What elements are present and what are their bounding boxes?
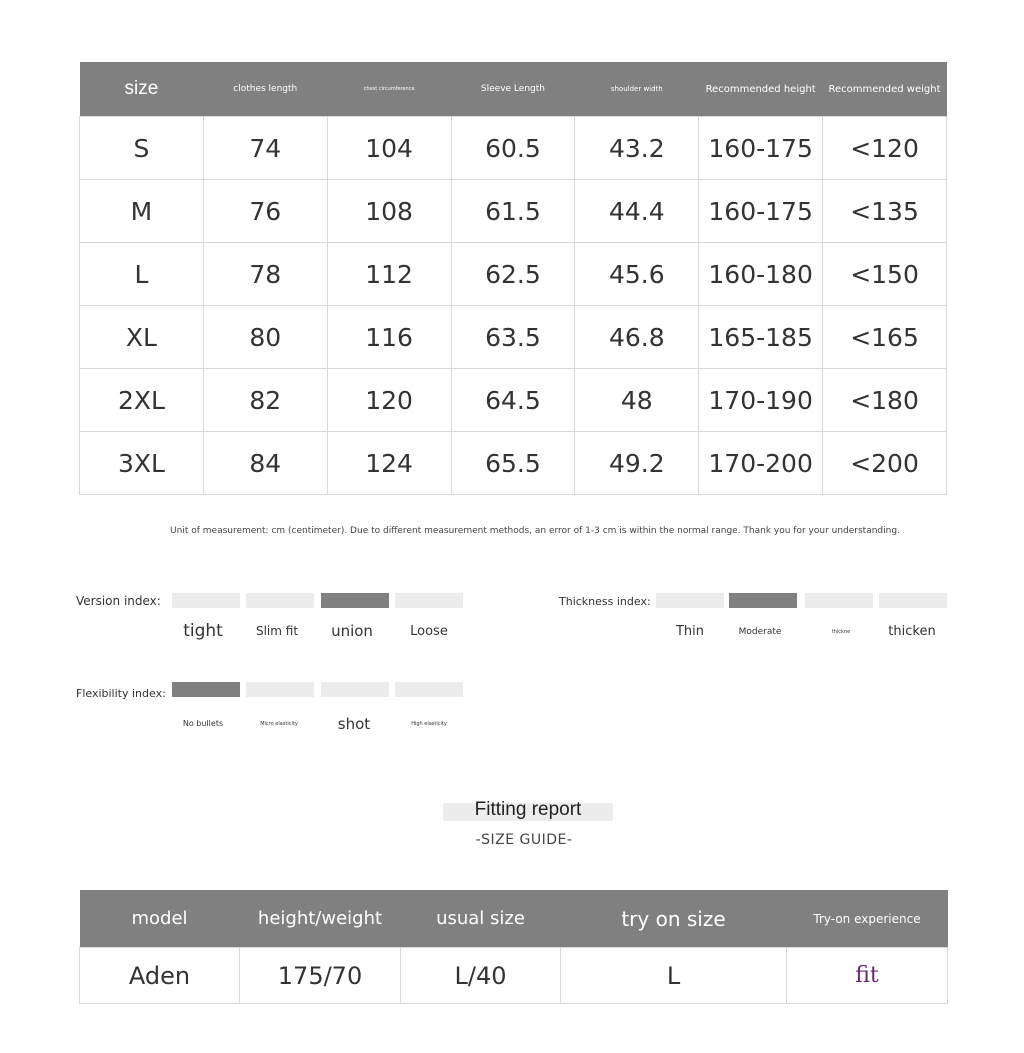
version-bar-slim-fit xyxy=(246,593,314,608)
version-option-tight: tight xyxy=(183,621,223,641)
thickness-option-thickne: thickne xyxy=(831,629,851,635)
cell-shoulder: 43.2 xyxy=(575,117,699,180)
cell-usual-size: L/40 xyxy=(401,948,561,1004)
header-recommended-height: Recommended height xyxy=(699,62,823,117)
header-try-on-size: try on size xyxy=(561,890,787,948)
cell-size: S xyxy=(80,117,204,180)
header-model: model xyxy=(80,890,240,948)
table-row xyxy=(80,180,947,243)
cell-height: 160-175 xyxy=(699,180,823,243)
cell-shoulder: 45.6 xyxy=(575,243,699,306)
model-table xyxy=(79,890,948,1004)
measurement-note: Unit of measurement: cm (centimeter). Due to different measurement methods, an error of 1-3 cm is within the normal range. Thank you for your understanding. xyxy=(170,526,900,536)
header-recommended-weight: Recommended weight xyxy=(823,62,947,117)
cell-shoulder: 46.8 xyxy=(575,306,699,369)
table-row xyxy=(80,432,947,495)
table-row xyxy=(80,243,947,306)
cell-size: 2XL xyxy=(80,369,204,432)
model-table-header xyxy=(80,890,948,948)
cell-chest: 124 xyxy=(327,432,451,495)
version-bar-union xyxy=(321,593,389,608)
table-row xyxy=(80,369,947,432)
version-option-slim-fit: Slim fit xyxy=(255,624,299,638)
thickness-bar-moderate xyxy=(729,593,797,608)
version-index-label: Version index: xyxy=(76,594,161,608)
header-try-on-experience: Try-on experience xyxy=(787,890,948,948)
cell-height: 160-175 xyxy=(699,117,823,180)
version-option-union: union xyxy=(331,622,373,640)
cell-height: 170-200 xyxy=(699,432,823,495)
cell-chest: 116 xyxy=(327,306,451,369)
cell-size: L xyxy=(80,243,204,306)
thickness-option-moderate: Moderate xyxy=(738,627,782,637)
cell-shoulder: 48 xyxy=(575,369,699,432)
cell-try-on-size: L xyxy=(561,948,787,1004)
cell-sleeve: 64.5 xyxy=(451,369,575,432)
cell-clothes-length: 78 xyxy=(203,243,327,306)
fitting-report-title: Fitting report xyxy=(474,799,582,820)
cell-chest: 104 xyxy=(327,117,451,180)
size-table-header xyxy=(80,62,947,117)
cell-size: 3XL xyxy=(80,432,204,495)
cell-chest: 112 xyxy=(327,243,451,306)
thickness-bar-thicken xyxy=(879,593,947,608)
flexibility-option-high-elasticity: High elasticity xyxy=(411,721,447,727)
version-bar-tight xyxy=(172,593,240,608)
cell-size: XL xyxy=(80,306,204,369)
header-shoulder-width: shoulder width xyxy=(575,62,699,117)
header-size: size xyxy=(80,62,204,117)
cell-shoulder: 44.4 xyxy=(575,180,699,243)
cell-clothes-length: 80 xyxy=(203,306,327,369)
cell-weight: <200 xyxy=(823,432,947,495)
table-row xyxy=(80,948,948,1004)
header-usual-size: usual size xyxy=(401,890,561,948)
cell-height: 165-185 xyxy=(699,306,823,369)
cell-sleeve: 62.5 xyxy=(451,243,575,306)
flexibility-index-label: Flexibility index: xyxy=(76,687,166,700)
cell-chest: 108 xyxy=(327,180,451,243)
flexibility-option-no-bullets: No bullets xyxy=(182,719,224,728)
cell-try-on-experience: fit xyxy=(787,948,948,1004)
cell-clothes-length: 82 xyxy=(203,369,327,432)
header-clothes-length: clothes length xyxy=(203,62,327,117)
cell-weight: <180 xyxy=(823,369,947,432)
cell-weight: <120 xyxy=(823,117,947,180)
size-guide-subtitle: -SIZE GUIDE- xyxy=(475,832,573,848)
table-row xyxy=(80,306,947,369)
header-chest-circumference: chest circumference xyxy=(327,62,451,117)
flexibility-bar-no-bullets xyxy=(172,682,240,697)
cell-shoulder: 49.2 xyxy=(575,432,699,495)
thickness-bar-thickne xyxy=(805,593,873,608)
cell-sleeve: 61.5 xyxy=(451,180,575,243)
cell-sleeve: 63.5 xyxy=(451,306,575,369)
header-sleeve-length: Sleeve Length xyxy=(451,62,575,117)
cell-weight: <150 xyxy=(823,243,947,306)
header-height-weight: height/weight xyxy=(240,890,401,948)
flexibility-bar-micro-elasticity xyxy=(246,682,314,697)
version-bar-loose xyxy=(395,593,463,608)
cell-weight: <135 xyxy=(823,180,947,243)
flexibility-option-shot: shot xyxy=(337,715,371,733)
flexibility-bar-shot xyxy=(321,682,389,697)
size-table xyxy=(79,62,947,495)
version-option-loose: Loose xyxy=(410,624,448,639)
cell-weight: <165 xyxy=(823,306,947,369)
thickness-option-thicken: thicken xyxy=(888,624,936,639)
cell-sleeve: 60.5 xyxy=(451,117,575,180)
fitting-report-title-box xyxy=(443,799,613,821)
cell-height: 170-190 xyxy=(699,369,823,432)
cell-sleeve: 65.5 xyxy=(451,432,575,495)
thickness-bar-thin xyxy=(656,593,724,608)
cell-clothes-length: 76 xyxy=(203,180,327,243)
table-row xyxy=(80,117,947,180)
cell-clothes-length: 74 xyxy=(203,117,327,180)
cell-size: M xyxy=(80,180,204,243)
thickness-option-thin: Thin xyxy=(675,624,705,639)
cell-height-weight: 175/70 xyxy=(240,948,401,1004)
flexibility-option-micro-elasticity: Micro elasticity xyxy=(260,721,298,727)
cell-height: 160-180 xyxy=(699,243,823,306)
thickness-index-label: Thickness index: xyxy=(559,595,651,608)
cell-clothes-length: 84 xyxy=(203,432,327,495)
flexibility-bar-high-elasticity xyxy=(395,682,463,697)
cell-chest: 120 xyxy=(327,369,451,432)
cell-model: Aden xyxy=(80,948,240,1004)
